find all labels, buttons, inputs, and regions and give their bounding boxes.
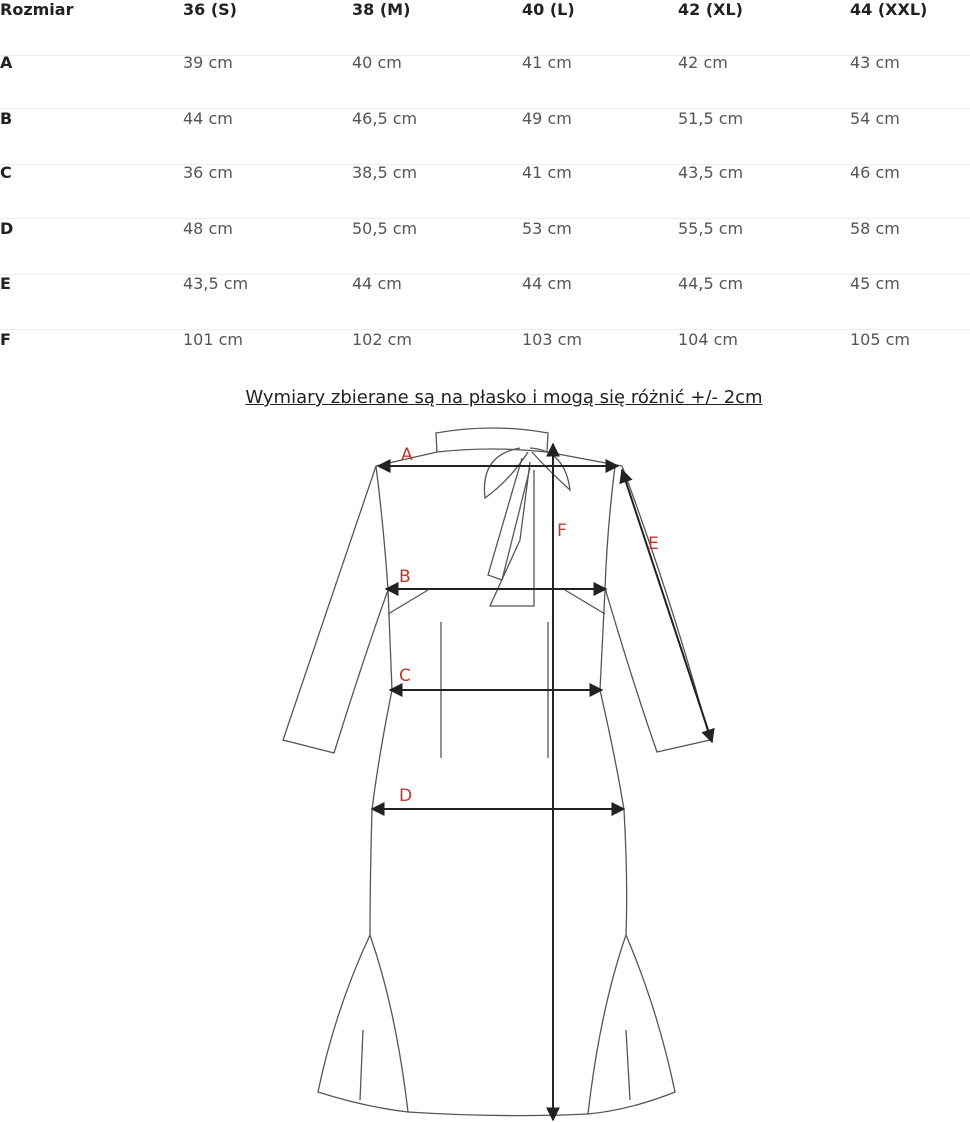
header-38: 38 (M) xyxy=(352,0,411,19)
table-cell: 105 cm xyxy=(850,330,911,349)
table-cell: 58 cm xyxy=(850,219,900,238)
right-shoulder xyxy=(547,452,622,466)
skirt-right xyxy=(588,810,675,1114)
right-slit xyxy=(626,1030,630,1100)
table-cell: 43 cm xyxy=(850,53,900,72)
row-label: A xyxy=(0,53,13,72)
table-cell: 42 cm xyxy=(678,53,728,72)
line-e xyxy=(622,470,712,742)
left-bust-seam xyxy=(388,590,428,614)
table-cell: 45 cm xyxy=(850,274,900,293)
measurement-note: Wymiary zbierane są na płasko i mogą się różnić +/- 2cm xyxy=(245,387,763,408)
table-cell: 38,5 cm xyxy=(352,163,418,182)
table-cell: 50,5 cm xyxy=(352,219,418,238)
label-e: E xyxy=(648,534,659,554)
label-d: D xyxy=(399,786,413,806)
label-a: A xyxy=(401,445,413,465)
label-b: B xyxy=(399,567,411,587)
table-cell: 53 cm xyxy=(522,219,572,238)
table-cell: 102 cm xyxy=(352,330,413,349)
header-size: Rozmiar xyxy=(0,0,74,19)
table-cell: 46,5 cm xyxy=(352,109,418,128)
skirt-left xyxy=(318,810,408,1112)
table-cell: 44 cm xyxy=(522,274,572,293)
label-c: C xyxy=(399,666,411,686)
table-cell: 39 cm xyxy=(183,53,233,72)
table-cell: 54 cm xyxy=(850,109,900,128)
bodice-left xyxy=(372,466,392,810)
table-cell: 44 cm xyxy=(183,109,233,128)
row-label: E xyxy=(0,274,11,293)
table-cell: 43,5 cm xyxy=(183,274,249,293)
right-sleeve xyxy=(605,466,710,752)
bow-right-loop xyxy=(530,448,570,490)
bow-left-loop xyxy=(484,448,528,498)
header-44: 44 (XXL) xyxy=(850,0,928,19)
right-bust-seam xyxy=(565,590,605,614)
table-cell: 48 cm xyxy=(183,219,233,238)
table-cell: 44,5 cm xyxy=(678,274,744,293)
table-cell: 46 cm xyxy=(850,163,900,182)
table-cell: 101 cm xyxy=(183,330,244,349)
table-cell: 44 cm xyxy=(352,274,402,293)
table-cell: 103 cm xyxy=(522,330,583,349)
row-label: F xyxy=(0,330,11,349)
row-label: D xyxy=(0,219,14,238)
table-cell: 41 cm xyxy=(522,53,572,72)
table-cell: 51,5 cm xyxy=(678,109,744,128)
row-label: C xyxy=(0,163,12,182)
table-cell: 40 cm xyxy=(352,53,402,72)
row-label: B xyxy=(0,109,13,128)
header-42: 42 (XL) xyxy=(678,0,743,19)
bow-tail-right xyxy=(490,462,534,606)
dress-outline xyxy=(283,428,710,1116)
table-cell: 104 cm xyxy=(678,330,739,349)
skirt-front xyxy=(408,1112,588,1116)
header-40: 40 (L) xyxy=(522,0,575,19)
table-cell: 41 cm xyxy=(522,163,572,182)
left-sleeve xyxy=(283,466,388,753)
table-cell: 43,5 cm xyxy=(678,163,744,182)
table-cell: 55,5 cm xyxy=(678,219,744,238)
label-f: F xyxy=(557,521,567,541)
table-cell: 49 cm xyxy=(522,109,572,128)
table-cell: 36 cm xyxy=(183,163,233,182)
left-slit xyxy=(360,1030,363,1100)
header-36: 36 (S) xyxy=(183,0,237,19)
measurement-lines xyxy=(372,444,712,1120)
measurement-labels xyxy=(399,445,659,806)
